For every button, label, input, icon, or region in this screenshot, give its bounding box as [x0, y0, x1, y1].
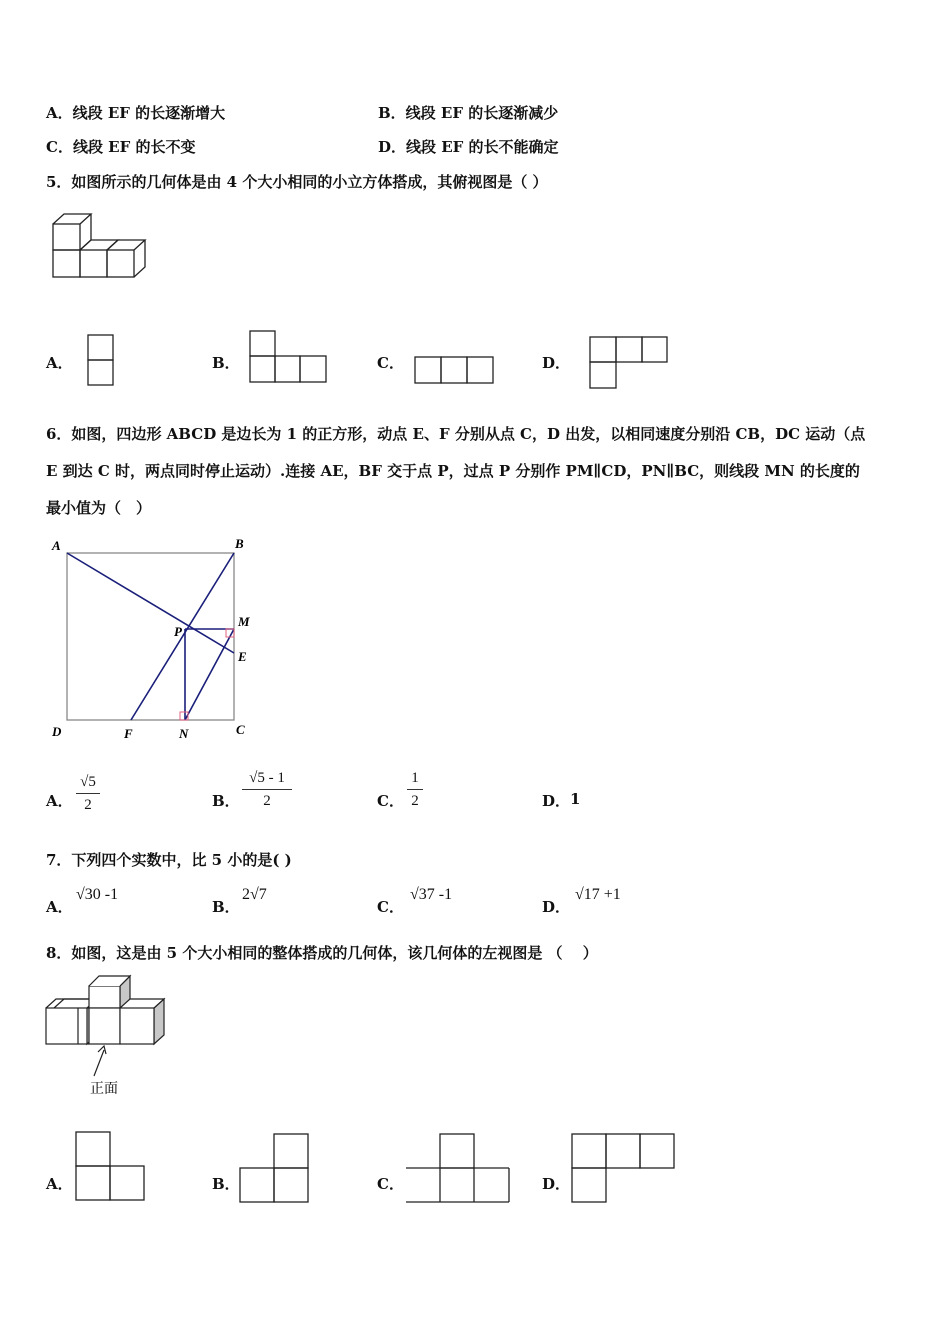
q8-stem: 8．如图，这是由 5 个大小相同的整体搭成的几何体，该几何体的左视图是 （ ）: [46, 944, 598, 962]
q8-option-d-view: [571, 1133, 679, 1205]
q5-label-c: C．: [377, 354, 404, 372]
segment-mn: [185, 629, 234, 720]
q6-square-figure: [46, 536, 266, 742]
q6-option-a-fraction: [76, 772, 100, 815]
q8-option-c-view: [405, 1133, 513, 1205]
point-f-label: F: [124, 726, 133, 741]
point-n-label: N: [179, 726, 189, 741]
point-m-label: M: [238, 614, 250, 629]
q4-option-c: C．线段 EF 的长不变: [46, 138, 196, 156]
point-d-label: D: [52, 724, 62, 739]
q7-option-a-expr: √30 -1: [76, 886, 119, 903]
q6-option-b-denominator: 2: [263, 793, 271, 809]
q5-solid-figure: [52, 213, 148, 279]
q8-label-a: A．: [46, 1175, 73, 1193]
front-label: 正面: [90, 1081, 118, 1097]
q6-option-a-denominator: 2: [84, 797, 92, 813]
q6-option-a-numerator: √5: [80, 774, 96, 790]
q8-label-b: B．: [212, 1175, 240, 1193]
q5-option-a-view: [87, 334, 115, 388]
q6-option-b-fraction: [242, 768, 292, 811]
q8-label-c: C．: [377, 1175, 404, 1193]
q4-option-a: A．线段 EF 的长逐渐增大: [46, 104, 226, 122]
q7-stem: 7．下列四个实数中，比 5 小的是( ): [46, 851, 292, 869]
q7-label-d: D．: [542, 898, 571, 916]
q5-option-c-view: [414, 356, 496, 386]
q8-label-d: D．: [542, 1175, 571, 1193]
q5-label-d: D．: [542, 354, 571, 372]
q5-label-a: A．: [46, 354, 73, 372]
q6-option-c-denominator: 2: [411, 793, 419, 809]
q6-stem-line3: 最小值为（ ）: [46, 499, 152, 517]
q8-option-b-view: [239, 1133, 313, 1205]
q6-option-c-fraction: [407, 768, 423, 811]
square-abcd: [67, 553, 234, 720]
q8-solid-figure: [44, 972, 170, 1100]
q6-label-b: B．: [212, 792, 240, 810]
q5-label-b: B．: [212, 354, 240, 372]
q6-stem-line1: 6．如图，四边形 ABCD 是边长为 1 的正方形，动点 E、F 分别从点 C，D 出发，以相同速度分别沿 CB，DC 运动（点: [46, 425, 866, 443]
q7-label-a: A．: [46, 898, 73, 916]
q4-option-d: D．线段 EF 的长不能确定: [378, 138, 559, 156]
q6-option-c-numerator: 1: [411, 770, 419, 786]
q8-option-a-view: [75, 1131, 149, 1203]
q6-option-d-value: 1: [570, 790, 581, 808]
q7-option-c-expr: √37 -1: [410, 886, 453, 903]
q6-label-c: C．: [377, 792, 404, 810]
segment-ae: [67, 553, 234, 653]
q6-label-a: A．: [46, 792, 73, 810]
point-a-label: A: [52, 538, 61, 553]
q7-option-d-expr: √17 +1: [575, 886, 621, 903]
q7-label-b: B．: [212, 898, 240, 916]
q6-option-b-numerator: √5 - 1: [249, 770, 285, 786]
q5-stem: 5．如图所示的几何体是由 4 个大小相同的小立方体搭成，其俯视图是（ ）: [46, 173, 548, 191]
point-e-label: E: [238, 649, 247, 664]
q6-stem-line2: E 到达 C 时，两点同时停止运动）.连接 AE，BF 交于点 P，过点 P 分别作 PM∥CD，PN∥BC，则线段 MN 的长度的: [46, 462, 860, 480]
point-c-label: C: [236, 722, 245, 737]
q7-option-b-expr: 2√7: [242, 886, 267, 903]
q7-label-c: C．: [377, 898, 404, 916]
point-p-label: P: [174, 624, 182, 639]
point-b-label: B: [235, 536, 244, 551]
q5-option-d-view: [589, 336, 671, 392]
segment-bf: [131, 553, 234, 720]
q6-label-d: D．: [542, 792, 571, 810]
q5-option-b-view: [249, 330, 329, 386]
q4-option-b: B．线段 EF 的长逐渐减少: [378, 104, 559, 122]
